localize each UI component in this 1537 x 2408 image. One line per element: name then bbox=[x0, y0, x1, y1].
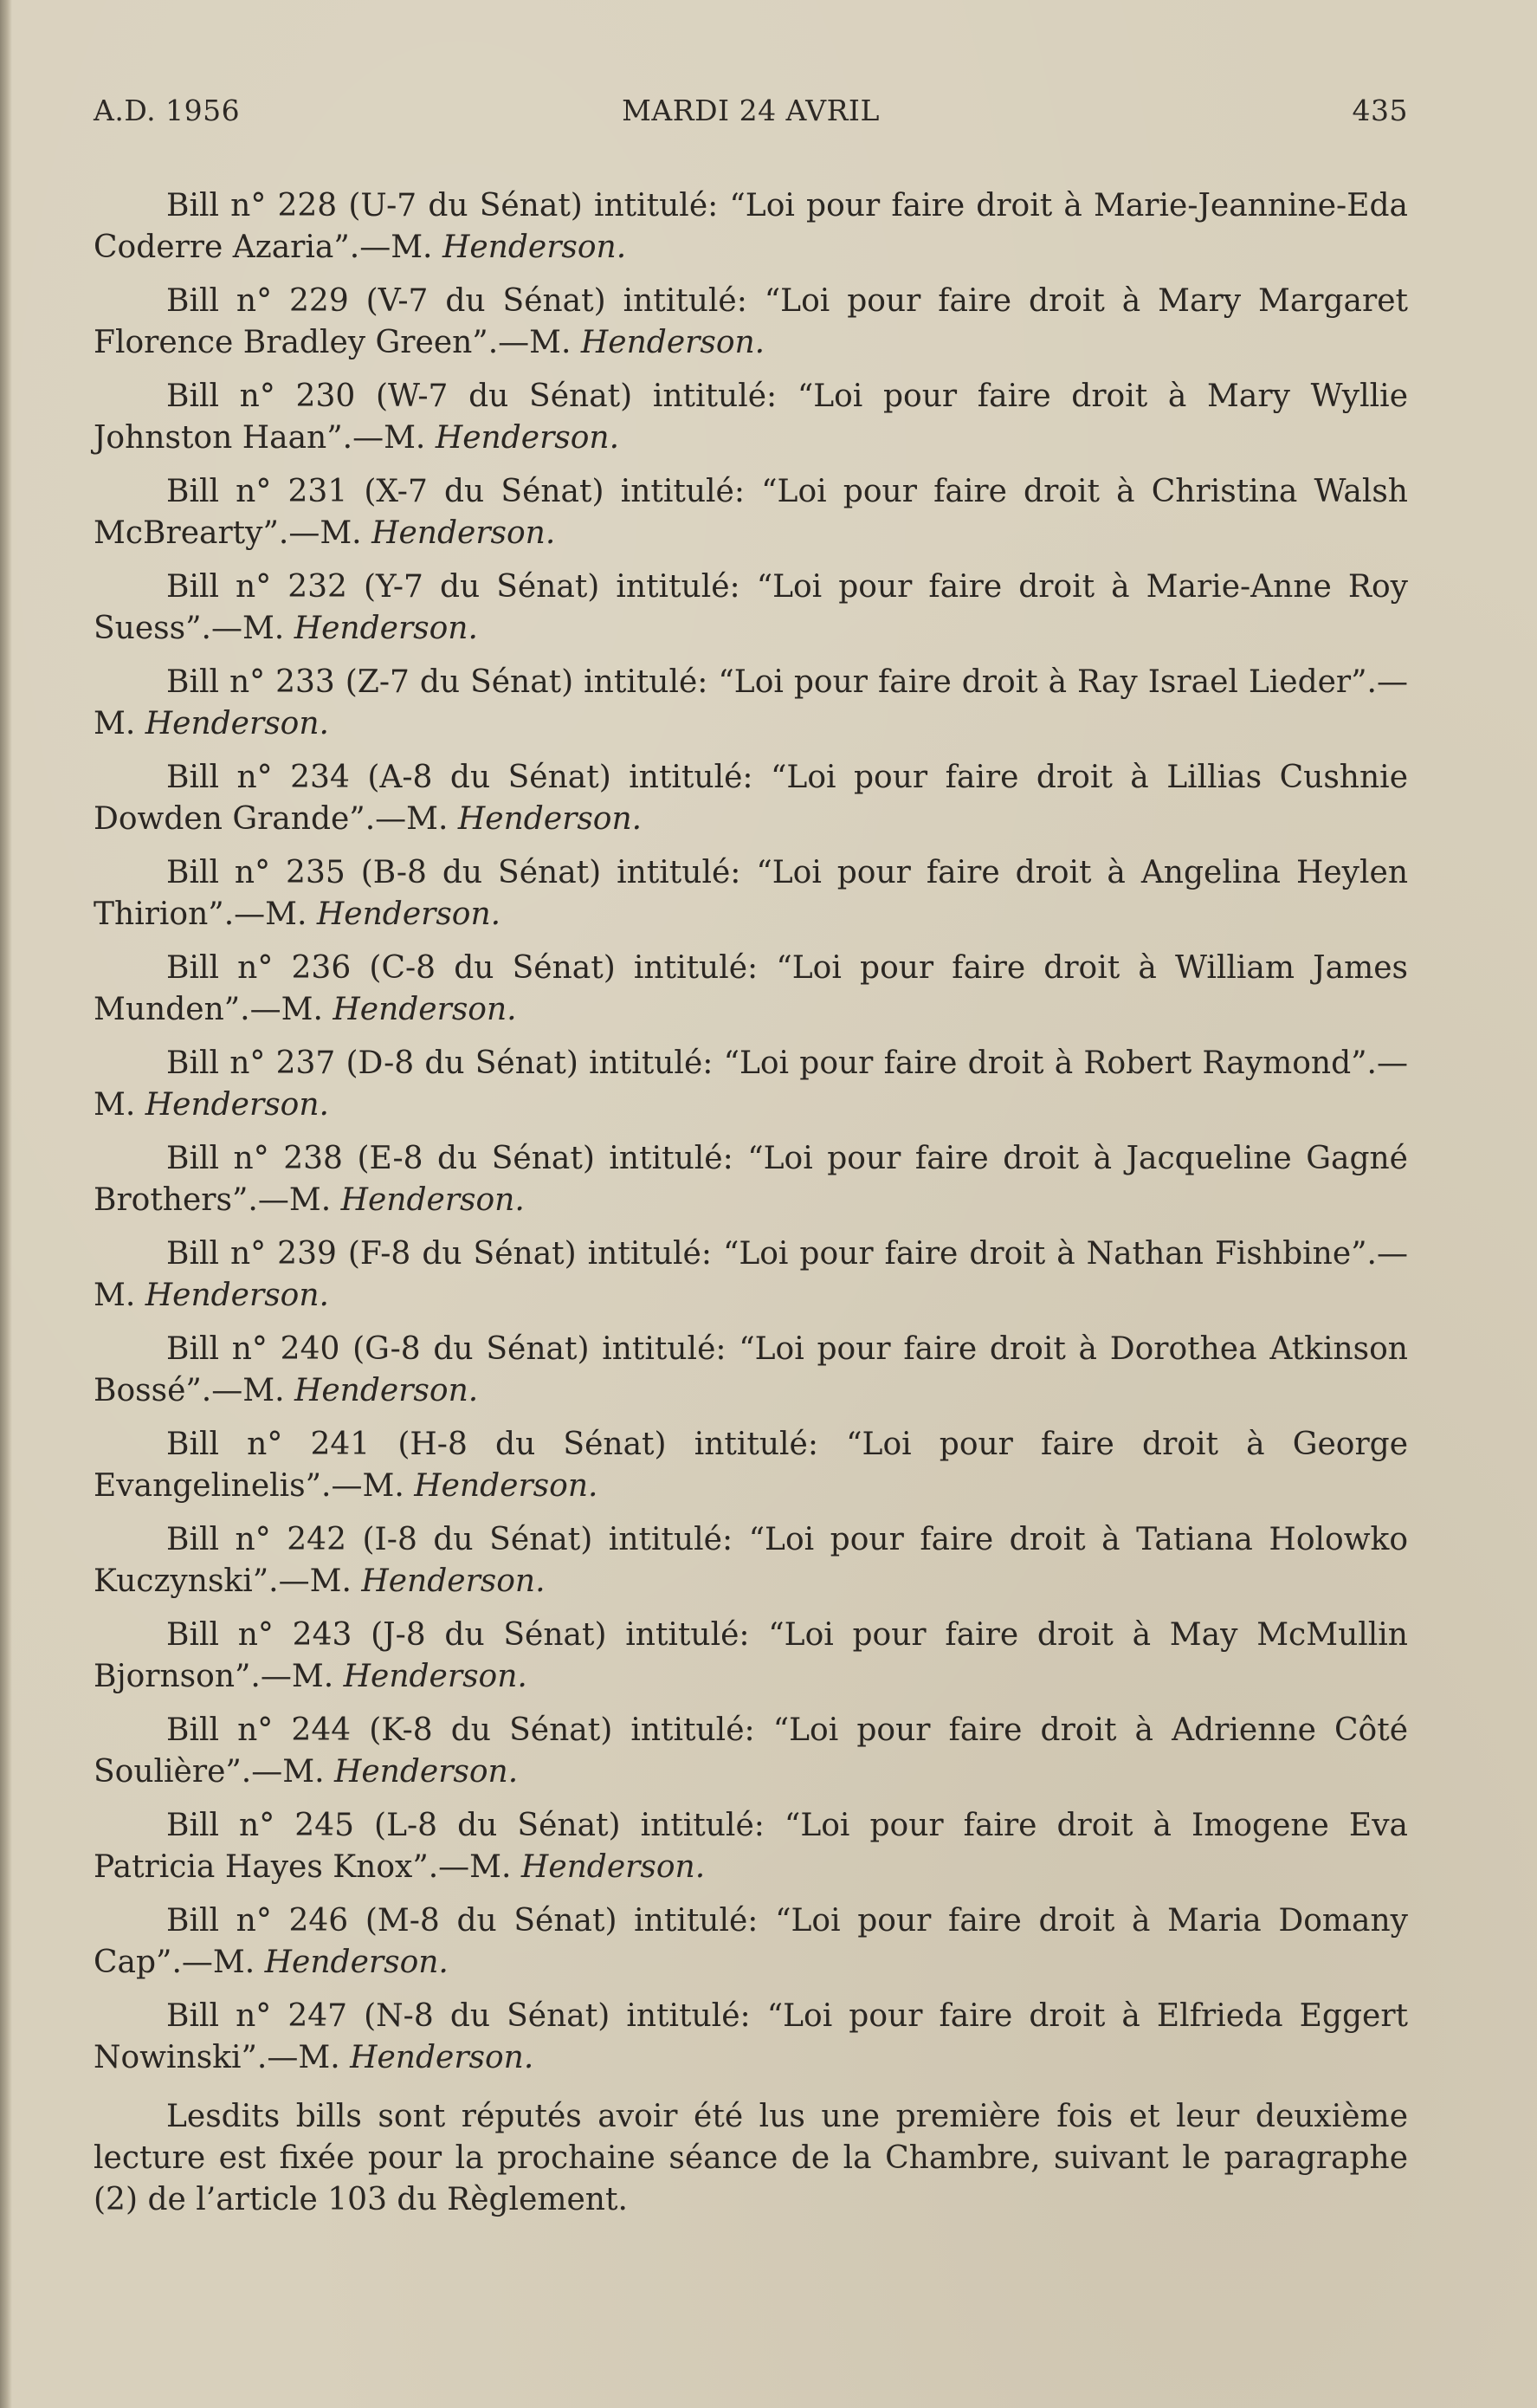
bill-sponsor: Henderson. bbox=[145, 1278, 329, 1313]
bill-entry bbox=[94, 1615, 1408, 1698]
bill-entry bbox=[94, 471, 1408, 554]
bill-entry bbox=[94, 1996, 1408, 2079]
bill-text: Bill n° 230 (W-7 du Sénat) intitulé: “Loi pour faire droit à Mary Wyllie Johnston Haan”.—M. bbox=[94, 379, 1408, 456]
bill-text: Bill n° 240 (G-8 du Sénat) intitulé: “Loi pour faire droit à Dorothea Atkinson Bossé”.—M. bbox=[94, 1331, 1408, 1408]
page-header bbox=[94, 94, 1408, 137]
bill-text: Bill n° 228 (U-7 du Sénat) intitulé: “Loi pour faire droit à Marie-Jeannine-Eda Coderre Azaria”.—M. bbox=[94, 188, 1408, 265]
bill-entry bbox=[94, 662, 1408, 745]
page-number: 435 bbox=[1352, 94, 1408, 127]
bill-entry bbox=[94, 1043, 1408, 1126]
bill-sponsor: Henderson. bbox=[343, 1659, 527, 1694]
bill-entry bbox=[94, 185, 1408, 269]
bill-sponsor: Henderson. bbox=[371, 515, 556, 551]
header-year: A.D. 1956 bbox=[94, 94, 241, 127]
bill-text: Bill n° 237 (D-8 du Sénat) intitulé: “Loi pour faire droit à Robert Raymond”.—M. bbox=[94, 1045, 1408, 1123]
bill-sponsor: Henderson. bbox=[414, 1468, 598, 1504]
bill-entry bbox=[94, 566, 1408, 650]
bill-text: Bill n° 241 (H-8 du Sénat) intitulé: “Loi pour faire droit à George Evangelinelis”.—M. bbox=[94, 1427, 1408, 1504]
bill-sponsor: Henderson. bbox=[264, 1945, 449, 1980]
bill-text: Bill n° 243 (J-8 du Sénat) intitulé: “Loi pour faire droit à May McMullin Bjornson”.—M. bbox=[94, 1617, 1408, 1694]
bill-sponsor: Henderson. bbox=[333, 992, 517, 1027]
bill-text: Bill n° 232 (Y-7 du Sénat) intitulé: “Loi pour faire droit à Marie-Anne Roy Suess”.—M. bbox=[94, 569, 1408, 646]
bill-sponsor: Henderson. bbox=[435, 420, 620, 456]
bill-sponsor: Henderson. bbox=[361, 1563, 546, 1599]
bill-text: Bill n° 238 (E-8 du Sénat) intitulé: “Loi pour faire droit à Jacqueline Gagné Brothers”.—M. bbox=[94, 1141, 1408, 1218]
bill-text: Bill n° 244 (K-8 du Sénat) intitulé: “Loi pour faire droit à Adrienne Côté Soulière”.—M. bbox=[94, 1712, 1408, 1790]
bill-entry bbox=[94, 1424, 1408, 1507]
bill-text: Bill n° 245 (L-8 du Sénat) intitulé: “Loi pour faire droit à Imogene Eva Patricia Hayes Knox”.—M. bbox=[94, 1808, 1408, 1885]
header-date: MARDI 24 AVRIL bbox=[622, 94, 880, 127]
bill-entry bbox=[94, 1233, 1408, 1317]
bill-sponsor: Henderson. bbox=[316, 897, 501, 932]
bill-text: Bill n° 235 (B-8 du Sénat) intitulé: “Loi pour faire droit à Angelina Heylen Thirion”.—M. bbox=[94, 855, 1408, 932]
bill-sponsor: Henderson. bbox=[145, 706, 329, 741]
bill-text: Bill n° 247 (N-8 du Sénat) intitulé: “Loi pour faire droit à Elfrieda Eggert Nowinski”.—M. bbox=[94, 1998, 1408, 2075]
bill-sponsor: Henderson. bbox=[442, 230, 627, 265]
bill-text: Bill n° 231 (X-7 du Sénat) intitulé: “Loi pour faire droit à Christina Walsh McBrearty”.—M. bbox=[94, 474, 1408, 551]
bill-text: Bill n° 229 (V-7 du Sénat) intitulé: “Loi pour faire droit à Mary Margaret Florence Bradley Green”.—M. bbox=[94, 283, 1408, 360]
bill-entry bbox=[94, 281, 1408, 364]
bill-text: Bill n° 246 (M-8 du Sénat) intitulé: “Loi pour faire droit à Maria Domany Cap”.—M. bbox=[94, 1903, 1408, 1980]
bill-text: Bill n° 233 (Z-7 du Sénat) intitulé: “Loi pour faire droit à Ray Israel Lieder”.—M. bbox=[94, 664, 1408, 741]
bill-entry bbox=[94, 1138, 1408, 1221]
bill-sponsor: Henderson. bbox=[145, 1087, 329, 1123]
binding-edge bbox=[0, 0, 12, 2408]
bill-sponsor: Henderson. bbox=[580, 325, 765, 360]
bill-sponsor: Henderson. bbox=[294, 611, 478, 646]
bill-entry bbox=[94, 1900, 1408, 1984]
bill-sponsor: Henderson. bbox=[333, 1754, 519, 1790]
bill-text: Bill n° 234 (A-8 du Sénat) intitulé: “Loi pour faire droit à Lillias Cushnie Dowden Grande”.—M. bbox=[94, 760, 1408, 837]
bill-entry bbox=[94, 852, 1408, 935]
bill-entry bbox=[94, 376, 1408, 459]
closing-paragraph: Lesdits bills sont réputés avoir été lus une première fois et leur deuxième lecture est fixée pour la prochaine séance de la Chambre, suivant le paragraphe (2) de l’article 103 du Règlement. bbox=[94, 2099, 1408, 2217]
bill-text: Bill n° 239 (F-8 du Sénat) intitulé: “Loi pour faire droit à Nathan Fishbine”.—M. bbox=[94, 1236, 1408, 1313]
bill-sponsor: Henderson. bbox=[520, 1849, 706, 1885]
bill-text: Bill n° 242 (I-8 du Sénat) intitulé: “Loi pour faire droit à Tatiana Holowko Kuczynski”.—M. bbox=[94, 1522, 1408, 1599]
bill-entry bbox=[94, 1710, 1408, 1793]
bill-entry bbox=[94, 1519, 1408, 1602]
bill-entry bbox=[94, 1329, 1408, 1412]
bill-entry bbox=[94, 757, 1408, 840]
bill-sponsor: Henderson. bbox=[457, 801, 643, 837]
bill-text: Bill n° 236 (C-8 du Sénat) intitulé: “Loi pour faire droit à William James Munden”.—M. bbox=[94, 950, 1408, 1027]
bill-sponsor: Henderson. bbox=[340, 1182, 525, 1218]
bill-entry bbox=[94, 948, 1408, 1031]
bill-list bbox=[94, 185, 1408, 2252]
bill-entry bbox=[94, 1805, 1408, 1888]
bill-sponsor: Henderson. bbox=[350, 2040, 534, 2075]
bill-sponsor: Henderson. bbox=[294, 1373, 479, 1408]
